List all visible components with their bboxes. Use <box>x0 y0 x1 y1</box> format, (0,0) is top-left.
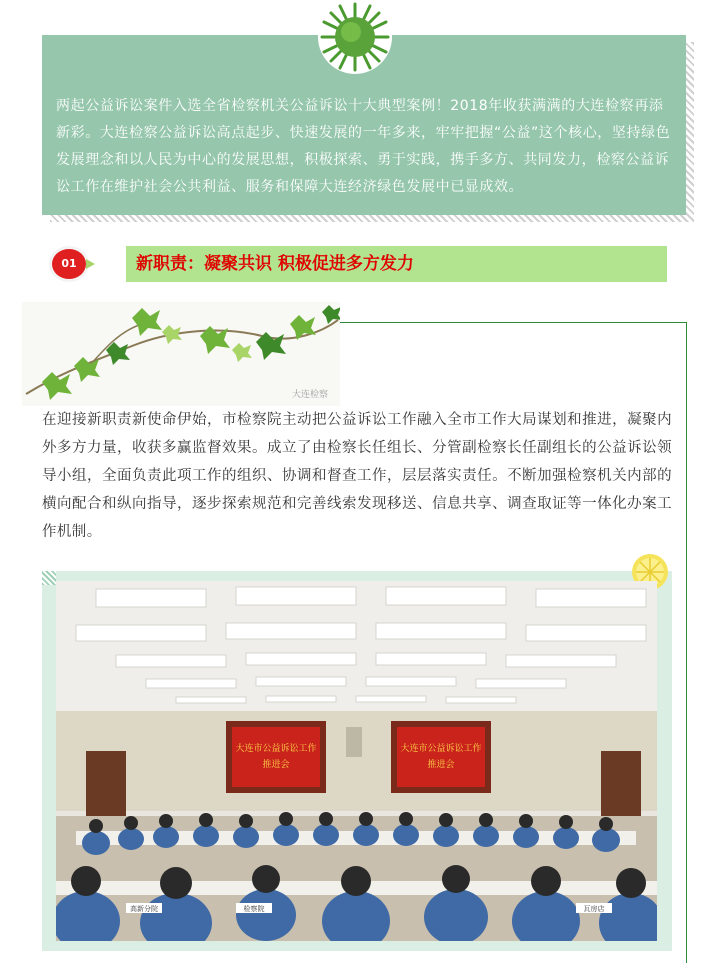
article-paragraph: 在迎接新职责新使命伊始，市检察院主动把公益诉讼工作融入全市工作大局谋划和推进，凝聚内外多方力量，收获多赢监督效果。成立了由检察长任组长、分管副检察长任副组长的公益诉讼领导小组，全面负责此项工作的组织、协调和督查工作，层层落实责任。不断加强检察机关内部的横向配合和纵向指导，逐步探索规范和完善线索发现移送、信息共享、调查取证等一体化办案工作机制。 <box>42 412 672 540</box>
badge-arrow-icon <box>86 259 95 269</box>
banner-right-text: 大连市公益诉讼工作 <box>400 744 482 754</box>
vine-image <box>22 302 340 406</box>
image-watermark: 大连检察 <box>291 390 328 400</box>
leaf-globe-icon <box>318 0 392 74</box>
section-number-badge: 01 <box>52 249 86 279</box>
conference-room-image <box>56 581 657 941</box>
svg-text:推进会: 推进会 <box>427 760 455 770</box>
nameplate-1: 高新分院 <box>130 905 158 913</box>
banner-left-text: 大连市公益诉讼工作 <box>235 744 317 754</box>
globe-ornament <box>318 0 392 74</box>
section-heading <box>126 246 667 282</box>
nameplate-2: 检察院 <box>243 905 265 913</box>
intro-text: 两起公益诉讼案件入选全省检察机关公益诉讼十大典型案例！2018年收获满满的大连检察再添新彩。大连检察公益诉讼高点起步、快速发展的一年多来，牢牢把握“公益”这个核心，坚持绿色发展理念和以人民为中心的发展思想，积极探索、勇于实践，携手多方、共同发力，检察公益诉讼工作在维护社会公共利益、服务和保障大连经济绿色发展中已显成效。 <box>56 98 671 195</box>
dotted-corner <box>42 571 56 585</box>
section-title: 新职责：凝聚共识 积极促进多方发力 <box>136 254 414 274</box>
nameplate-3: 瓦房店 <box>583 905 605 913</box>
meeting-photo <box>56 581 657 941</box>
svg-text:推进会: 推进会 <box>262 760 290 770</box>
